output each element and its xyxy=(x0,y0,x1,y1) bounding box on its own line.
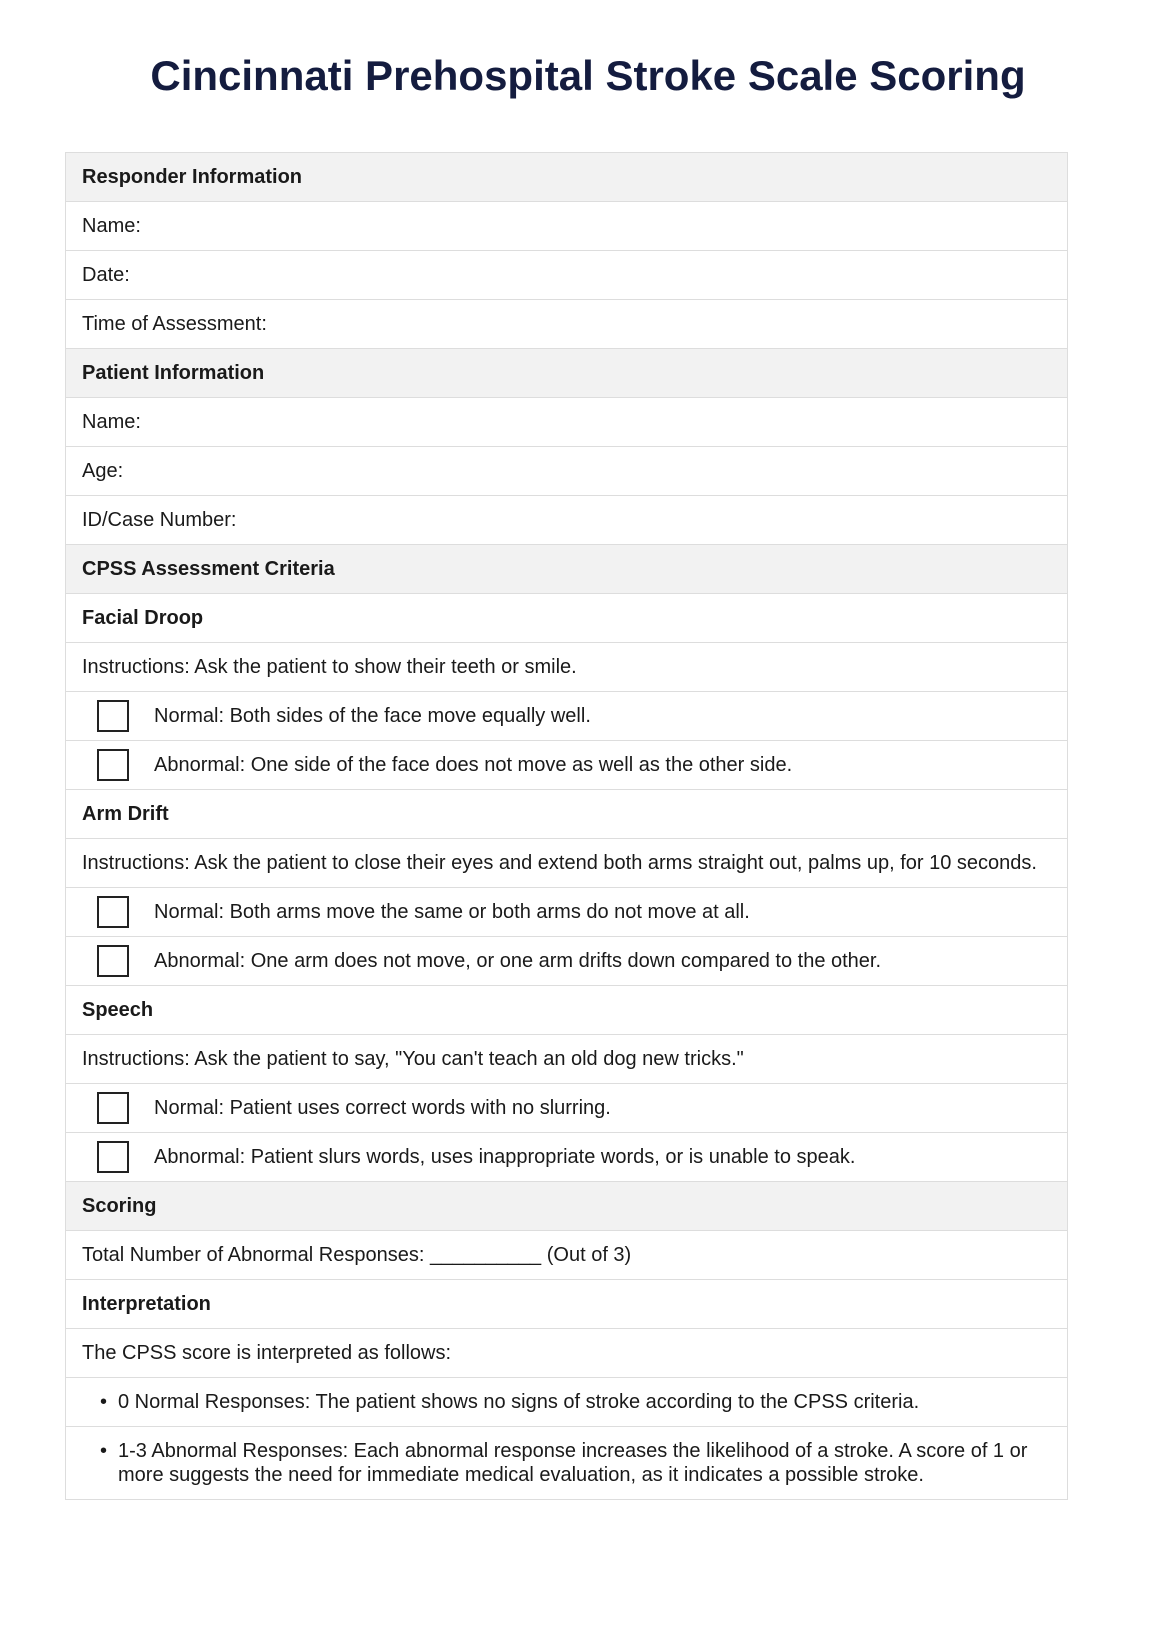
option-label: Normal: Patient uses correct words with no slurring. xyxy=(154,1097,611,1119)
criterion-instructions: Instructions: Ask the patient to say, "You can't teach an old dog new tricks." xyxy=(66,1035,1067,1084)
option-label: Abnormal: One arm does not move, or one arm drifts down compared to the other. xyxy=(154,950,882,972)
checkbox[interactable] xyxy=(97,1092,129,1124)
interpretation-intro: The CPSS score is interpreted as follows: xyxy=(66,1329,1067,1378)
option-row[interactable] xyxy=(66,1084,1067,1133)
option-label: Abnormal: Patient slurs words, uses inappropriate words, or is unable to speak. xyxy=(154,1146,856,1168)
option-label: Normal: Both arms move the same or both arms do not move at all. xyxy=(154,901,750,923)
section-subheader: Interpretation xyxy=(66,1280,1067,1329)
total-score-field[interactable]: Total Number of Abnormal Responses: __________ (Out of 3) xyxy=(66,1231,1067,1280)
option-row[interactable] xyxy=(66,1133,1067,1182)
option-row[interactable] xyxy=(66,741,1067,790)
checkbox[interactable] xyxy=(97,700,129,732)
list-item-text: 0 Normal Responses: The patient shows no signs of stroke according to the CPSS criteria. xyxy=(118,1391,920,1413)
section-header: Patient Information xyxy=(66,349,1067,398)
option-label: Abnormal: One side of the face does not move as well as the other side. xyxy=(154,754,793,776)
option-row[interactable] xyxy=(66,692,1067,741)
section-header: Scoring xyxy=(66,1182,1067,1231)
checkbox[interactable] xyxy=(97,896,129,928)
page-title: Cincinnati Prehospital Stroke Scale Scoring xyxy=(150,52,1026,99)
option-row[interactable] xyxy=(66,888,1067,937)
criterion-title: Facial Droop xyxy=(66,594,1067,643)
list-item xyxy=(66,1427,1067,1499)
option-label: Normal: Both sides of the face move equally well. xyxy=(154,705,591,727)
form-table xyxy=(65,152,1068,1500)
checkbox[interactable] xyxy=(97,1141,129,1173)
patient-id-field[interactable]: ID/Case Number: xyxy=(66,496,1067,545)
list-item-text: 1-3 Abnormal Responses: Each abnormal response increases the likelihood of a stroke. A score of 1 or more suggests the need for immediate medical evaluation, as it indicates a possible stroke. xyxy=(118,1440,1028,1486)
bullet-icon: • xyxy=(100,1440,108,1462)
checkbox[interactable] xyxy=(97,749,129,781)
criterion-instructions: Instructions: Ask the patient to close their eyes and extend both arms straight out, palms up, for 10 seconds. xyxy=(66,839,1067,888)
responder-date-field[interactable]: Date: xyxy=(66,251,1067,300)
criterion-title: Speech xyxy=(66,986,1067,1035)
criterion-instructions: Instructions: Ask the patient to show their teeth or smile. xyxy=(66,643,1067,692)
responder-time-field[interactable]: Time of Assessment: xyxy=(66,300,1067,349)
patient-age-field[interactable]: Age: xyxy=(66,447,1067,496)
criterion-title: Arm Drift xyxy=(66,790,1067,839)
list-item xyxy=(66,1378,1067,1427)
bullet-icon: • xyxy=(100,1391,108,1413)
section-header: Responder Information xyxy=(66,153,1067,202)
section-header: CPSS Assessment Criteria xyxy=(66,545,1067,594)
checkbox[interactable] xyxy=(97,945,129,977)
patient-name-field[interactable]: Name: xyxy=(66,398,1067,447)
responder-name-field[interactable]: Name: xyxy=(66,202,1067,251)
option-row[interactable] xyxy=(66,937,1067,986)
